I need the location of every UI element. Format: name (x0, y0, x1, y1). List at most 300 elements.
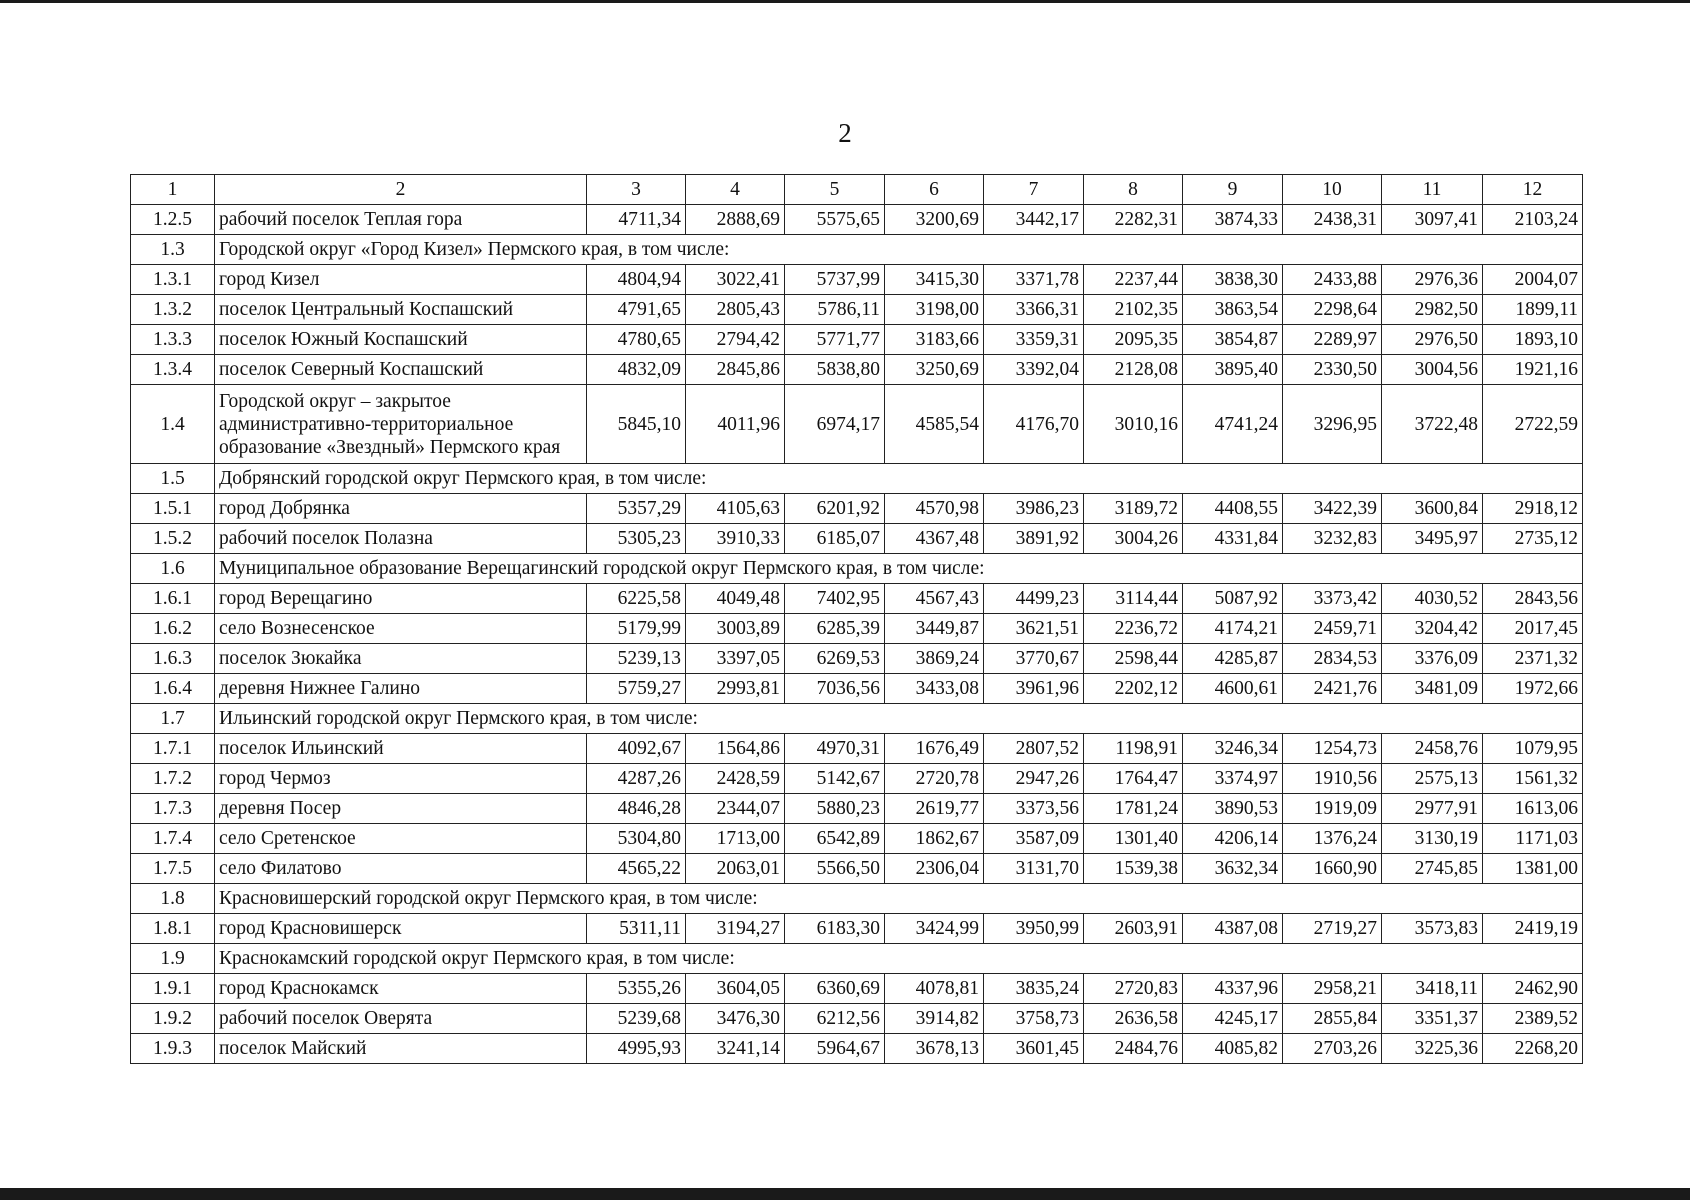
row-value: 1539,38 (1084, 854, 1183, 884)
section-row (131, 704, 1583, 734)
column-header: 4 (686, 175, 785, 205)
row-code: 1.9.2 (131, 1004, 215, 1034)
row-value: 1564,86 (686, 734, 785, 764)
row-value: 2330,50 (1283, 355, 1382, 385)
row-value: 2982,50 (1382, 295, 1483, 325)
row-value: 5142,67 (785, 764, 885, 794)
row-value: 2794,42 (686, 325, 785, 355)
row-value: 3587,09 (984, 824, 1084, 854)
row-value: 3424,99 (885, 914, 984, 944)
column-header: 6 (885, 175, 984, 205)
row-value: 3722,48 (1382, 385, 1483, 464)
row-value: 2703,26 (1283, 1034, 1382, 1064)
row-name: поселок Зюкайка (215, 644, 587, 674)
row-value: 5087,92 (1183, 584, 1283, 614)
row-value: 4331,84 (1183, 524, 1283, 554)
row-value: 2947,26 (984, 764, 1084, 794)
row-code: 1.6.1 (131, 584, 215, 614)
row-value: 3678,13 (885, 1034, 984, 1064)
row-value: 2128,08 (1084, 355, 1183, 385)
section-row (131, 884, 1583, 914)
row-name: деревня Посер (215, 794, 587, 824)
row-value: 4174,21 (1183, 614, 1283, 644)
row-value: 4970,31 (785, 734, 885, 764)
row-value: 4049,48 (686, 584, 785, 614)
row-name: город Краснокамск (215, 974, 587, 1004)
row-value: 3130,19 (1382, 824, 1483, 854)
row-value: 2888,69 (686, 205, 785, 235)
row-value: 2458,76 (1382, 734, 1483, 764)
row-code: 1.9.3 (131, 1034, 215, 1064)
row-name: село Вознесенское (215, 614, 587, 644)
row-value: 1198,91 (1084, 734, 1183, 764)
row-value: 4499,23 (984, 584, 1084, 614)
row-value: 2017,45 (1483, 614, 1583, 644)
row-value: 3225,36 (1382, 1034, 1483, 1064)
row-value: 3373,56 (984, 794, 1084, 824)
row-value: 3373,42 (1283, 584, 1382, 614)
table-body (131, 175, 1583, 1064)
row-value: 4741,24 (1183, 385, 1283, 464)
row-value: 4245,17 (1183, 1004, 1283, 1034)
row-value: 3891,92 (984, 524, 1084, 554)
row-value: 1862,67 (885, 824, 984, 854)
row-name: село Филатово (215, 854, 587, 884)
row-value: 2459,71 (1283, 614, 1382, 644)
row-value: 3003,89 (686, 614, 785, 644)
row-name: город Верещагино (215, 584, 587, 614)
row-value: 1254,73 (1283, 734, 1382, 764)
row-value: 6542,89 (785, 824, 885, 854)
row-value: 3131,70 (984, 854, 1084, 884)
row-value: 4570,98 (885, 494, 984, 524)
row-value: 2976,50 (1382, 325, 1483, 355)
scan-edge-top (0, 0, 1690, 3)
section-title: Муниципальное образование Верещагинский городской округ Пермского края, в том числе: (215, 554, 1583, 584)
row-value: 2735,12 (1483, 524, 1583, 554)
row-value: 4585,54 (885, 385, 984, 464)
row-value: 3874,33 (1183, 205, 1283, 235)
row-code: 1.5.2 (131, 524, 215, 554)
row-code: 1.8.1 (131, 914, 215, 944)
row-value: 6183,30 (785, 914, 885, 944)
row-value: 4176,70 (984, 385, 1084, 464)
row-value: 3010,16 (1084, 385, 1183, 464)
row-code: 1.3 (131, 235, 215, 265)
row-value: 3433,08 (885, 674, 984, 704)
row-value: 2428,59 (686, 764, 785, 794)
table-row (131, 494, 1583, 524)
row-value: 2484,76 (1084, 1034, 1183, 1064)
row-value: 2344,07 (686, 794, 785, 824)
row-value: 1301,40 (1084, 824, 1183, 854)
row-value: 5786,11 (785, 295, 885, 325)
row-name: рабочий поселок Оверята (215, 1004, 587, 1034)
row-value: 3359,31 (984, 325, 1084, 355)
column-header: 5 (785, 175, 885, 205)
row-value: 4995,93 (587, 1034, 686, 1064)
row-value: 4011,96 (686, 385, 785, 464)
row-value: 6201,92 (785, 494, 885, 524)
row-value: 7402,95 (785, 584, 885, 614)
row-value: 3371,78 (984, 265, 1084, 295)
row-value: 3758,73 (984, 1004, 1084, 1034)
row-value: 4832,09 (587, 355, 686, 385)
scan-edge-bottom (0, 1188, 1690, 1200)
row-value: 2843,56 (1483, 584, 1583, 614)
row-value: 1171,03 (1483, 824, 1583, 854)
row-code: 1.7.4 (131, 824, 215, 854)
table-row (131, 295, 1583, 325)
row-code: 1.9.1 (131, 974, 215, 1004)
row-value: 3376,09 (1382, 644, 1483, 674)
row-value: 1919,09 (1283, 794, 1382, 824)
section-title: Краснокамский городской округ Пермского края, в том числе: (215, 944, 1583, 974)
row-value: 5771,77 (785, 325, 885, 355)
row-value: 1921,16 (1483, 355, 1583, 385)
row-value: 2845,86 (686, 355, 785, 385)
table-row (131, 1034, 1583, 1064)
row-value: 2004,07 (1483, 265, 1583, 295)
row-value: 3250,69 (885, 355, 984, 385)
row-value: 2298,64 (1283, 295, 1382, 325)
row-value: 3198,00 (885, 295, 984, 325)
row-value: 5179,99 (587, 614, 686, 644)
row-value: 5305,23 (587, 524, 686, 554)
row-value: 4367,48 (885, 524, 984, 554)
row-value: 2720,83 (1084, 974, 1183, 1004)
row-value: 3895,40 (1183, 355, 1283, 385)
row-value: 1764,47 (1084, 764, 1183, 794)
table-row (131, 385, 1583, 464)
row-value: 3914,82 (885, 1004, 984, 1034)
row-value: 3838,30 (1183, 265, 1283, 295)
row-name: поселок Южный Коспашский (215, 325, 587, 355)
row-code: 1.3.2 (131, 295, 215, 325)
row-value: 6360,69 (785, 974, 885, 1004)
row-value: 2993,81 (686, 674, 785, 704)
row-value: 6974,17 (785, 385, 885, 464)
row-value: 1972,66 (1483, 674, 1583, 704)
row-code: 1.6.4 (131, 674, 215, 704)
row-value: 2063,01 (686, 854, 785, 884)
section-row (131, 554, 1583, 584)
row-value: 1910,56 (1283, 764, 1382, 794)
section-row (131, 464, 1583, 494)
row-value: 1713,00 (686, 824, 785, 854)
row-value: 3604,05 (686, 974, 785, 1004)
row-value: 5304,80 (587, 824, 686, 854)
section-row (131, 944, 1583, 974)
row-value: 4408,55 (1183, 494, 1283, 524)
section-title: Ильинский городской округ Пермского края, в том числе: (215, 704, 1583, 734)
table-row (131, 644, 1583, 674)
row-value: 3869,24 (885, 644, 984, 674)
row-value: 3863,54 (1183, 295, 1283, 325)
row-value: 3392,04 (984, 355, 1084, 385)
row-value: 3601,45 (984, 1034, 1084, 1064)
row-value: 1613,06 (1483, 794, 1583, 824)
row-value: 2719,27 (1283, 914, 1382, 944)
row-code: 1.3.3 (131, 325, 215, 355)
row-name: поселок Ильинский (215, 734, 587, 764)
section-title: Городской округ «Город Кизел» Пермского края, в том числе: (215, 235, 1583, 265)
row-value: 3374,97 (1183, 764, 1283, 794)
row-value: 5357,29 (587, 494, 686, 524)
row-value: 3194,27 (686, 914, 785, 944)
row-value: 4105,63 (686, 494, 785, 524)
row-value: 3986,23 (984, 494, 1084, 524)
row-value: 3296,95 (1283, 385, 1382, 464)
table-row (131, 584, 1583, 614)
row-value: 1781,24 (1084, 794, 1183, 824)
row-value: 4780,65 (587, 325, 686, 355)
row-value: 5311,11 (587, 914, 686, 944)
row-value: 5239,68 (587, 1004, 686, 1034)
row-value: 2722,59 (1483, 385, 1583, 464)
row-value: 3890,53 (1183, 794, 1283, 824)
section-row (131, 235, 1583, 265)
row-value: 2958,21 (1283, 974, 1382, 1004)
row-value: 3495,97 (1382, 524, 1483, 554)
row-name: поселок Майский (215, 1034, 587, 1064)
row-value: 3004,56 (1382, 355, 1483, 385)
table-row (131, 824, 1583, 854)
row-value: 4567,43 (885, 584, 984, 614)
row-value: 2619,77 (885, 794, 984, 824)
row-code: 1.7.5 (131, 854, 215, 884)
row-value: 1079,95 (1483, 734, 1583, 764)
row-code: 1.7 (131, 704, 215, 734)
column-header: 11 (1382, 175, 1483, 205)
row-name: рабочий поселок Теплая гора (215, 205, 587, 235)
row-value: 2236,72 (1084, 614, 1183, 644)
row-value: 3449,87 (885, 614, 984, 644)
row-value: 3950,99 (984, 914, 1084, 944)
row-value: 2438,31 (1283, 205, 1382, 235)
column-header: 2 (215, 175, 587, 205)
row-value: 1381,00 (1483, 854, 1583, 884)
row-value: 3854,87 (1183, 325, 1283, 355)
row-value: 5355,26 (587, 974, 686, 1004)
row-value: 1660,90 (1283, 854, 1382, 884)
row-name: село Сретенское (215, 824, 587, 854)
row-value: 2095,35 (1084, 325, 1183, 355)
row-value: 4085,82 (1183, 1034, 1283, 1064)
row-name: поселок Центральный Коспашский (215, 295, 587, 325)
row-value: 1376,24 (1283, 824, 1382, 854)
row-value: 4030,52 (1382, 584, 1483, 614)
row-value: 2918,12 (1483, 494, 1583, 524)
table-row (131, 205, 1583, 235)
row-value: 4804,94 (587, 265, 686, 295)
section-title: Добрянский городской округ Пермского края, в том числе: (215, 464, 1583, 494)
row-value: 2433,88 (1283, 265, 1382, 295)
row-value: 3022,41 (686, 265, 785, 295)
row-code: 1.9 (131, 944, 215, 974)
table-row (131, 524, 1583, 554)
row-value: 1899,11 (1483, 295, 1583, 325)
row-value: 2575,13 (1382, 764, 1483, 794)
row-value: 4565,22 (587, 854, 686, 884)
page-number: 2 (838, 118, 852, 148)
table-row (131, 794, 1583, 824)
row-value: 5737,99 (785, 265, 885, 295)
row-value: 3910,33 (686, 524, 785, 554)
row-value: 2598,44 (1084, 644, 1183, 674)
column-header: 7 (984, 175, 1084, 205)
row-value: 6185,07 (785, 524, 885, 554)
row-code: 1.5 (131, 464, 215, 494)
row-value: 2282,31 (1084, 205, 1183, 235)
row-value: 3241,14 (686, 1034, 785, 1064)
row-value: 4337,96 (1183, 974, 1283, 1004)
row-name: поселок Северный Коспашский (215, 355, 587, 385)
row-name: город Чермоз (215, 764, 587, 794)
row-name: город Красновишерск (215, 914, 587, 944)
row-code: 1.4 (131, 385, 215, 464)
row-value: 2720,78 (885, 764, 984, 794)
row-value: 2855,84 (1283, 1004, 1382, 1034)
column-header: 8 (1084, 175, 1183, 205)
row-value: 2419,19 (1483, 914, 1583, 944)
row-value: 4387,08 (1183, 914, 1283, 944)
row-value: 3232,83 (1283, 524, 1382, 554)
row-value: 2389,52 (1483, 1004, 1583, 1034)
row-value: 3397,05 (686, 644, 785, 674)
row-value: 3114,44 (1084, 584, 1183, 614)
row-code: 1.5.1 (131, 494, 215, 524)
row-value: 3600,84 (1382, 494, 1483, 524)
row-value: 3621,51 (984, 614, 1084, 644)
row-value: 4285,87 (1183, 644, 1283, 674)
row-value: 2371,32 (1483, 644, 1583, 674)
column-header: 3 (587, 175, 686, 205)
row-value: 4600,61 (1183, 674, 1283, 704)
row-value: 3422,39 (1283, 494, 1382, 524)
row-value: 3476,30 (686, 1004, 785, 1034)
row-value: 4287,26 (587, 764, 686, 794)
row-value: 2102,35 (1084, 295, 1183, 325)
row-value: 2976,36 (1382, 265, 1483, 295)
row-name: город Добрянка (215, 494, 587, 524)
row-name: город Кизел (215, 265, 587, 295)
row-value: 2603,91 (1084, 914, 1183, 944)
table-row (131, 914, 1583, 944)
row-value: 2977,91 (1382, 794, 1483, 824)
row-value: 5880,23 (785, 794, 885, 824)
row-value: 4846,28 (587, 794, 686, 824)
table-row (131, 974, 1583, 1004)
table-row (131, 764, 1583, 794)
row-value: 1676,49 (885, 734, 984, 764)
row-code: 1.2.5 (131, 205, 215, 235)
row-code: 1.3.1 (131, 265, 215, 295)
row-value: 4206,14 (1183, 824, 1283, 854)
table-row (131, 265, 1583, 295)
row-value: 2306,04 (885, 854, 984, 884)
row-value: 3097,41 (1382, 205, 1483, 235)
row-value: 5759,27 (587, 674, 686, 704)
row-value: 2805,43 (686, 295, 785, 325)
table-row (131, 355, 1583, 385)
row-value: 5566,50 (785, 854, 885, 884)
row-code: 1.3.4 (131, 355, 215, 385)
row-value: 3204,42 (1382, 614, 1483, 644)
row-value: 4078,81 (885, 974, 984, 1004)
row-value: 3415,30 (885, 265, 984, 295)
row-value: 1561,32 (1483, 764, 1583, 794)
row-value: 2462,90 (1483, 974, 1583, 1004)
row-value: 4791,65 (587, 295, 686, 325)
row-value: 3183,66 (885, 325, 984, 355)
row-value: 3573,83 (1382, 914, 1483, 944)
row-value: 2202,12 (1084, 674, 1183, 704)
row-value: 2745,85 (1382, 854, 1483, 884)
row-value: 2237,44 (1084, 265, 1183, 295)
row-code: 1.6 (131, 554, 215, 584)
row-name: Городской округ – закрытое административно-территориальное образование «Звездный» Пермского края (215, 385, 587, 464)
row-code: 1.7.2 (131, 764, 215, 794)
row-value: 3004,26 (1084, 524, 1183, 554)
row-value: 3770,67 (984, 644, 1084, 674)
tariff-table (130, 174, 1583, 1064)
row-value: 3961,96 (984, 674, 1084, 704)
row-value: 5964,67 (785, 1034, 885, 1064)
row-code: 1.7.3 (131, 794, 215, 824)
row-value: 5239,13 (587, 644, 686, 674)
column-header: 12 (1483, 175, 1583, 205)
column-header: 10 (1283, 175, 1382, 205)
row-value: 2289,97 (1283, 325, 1382, 355)
row-value: 5575,65 (785, 205, 885, 235)
row-value: 5838,80 (785, 355, 885, 385)
row-value: 7036,56 (785, 674, 885, 704)
row-value: 6225,58 (587, 584, 686, 614)
row-code: 1.6.2 (131, 614, 215, 644)
header-row (131, 175, 1583, 205)
row-value: 2268,20 (1483, 1034, 1583, 1064)
row-value: 2636,58 (1084, 1004, 1183, 1034)
column-header: 9 (1183, 175, 1283, 205)
row-value: 6269,53 (785, 644, 885, 674)
row-value: 3632,34 (1183, 854, 1283, 884)
row-value: 2834,53 (1283, 644, 1382, 674)
row-name: деревня Нижнее Галино (215, 674, 587, 704)
row-value: 2103,24 (1483, 205, 1583, 235)
row-code: 1.7.1 (131, 734, 215, 764)
row-value: 3366,31 (984, 295, 1084, 325)
table-row (131, 1004, 1583, 1034)
row-name: рабочий поселок Полазна (215, 524, 587, 554)
row-value: 3481,09 (1382, 674, 1483, 704)
table-row (131, 734, 1583, 764)
row-value: 3418,11 (1382, 974, 1483, 1004)
row-value: 3351,37 (1382, 1004, 1483, 1034)
section-title: Красновишерский городской округ Пермского края, в том числе: (215, 884, 1583, 914)
row-value: 1893,10 (1483, 325, 1583, 355)
row-value: 4092,67 (587, 734, 686, 764)
table-row (131, 614, 1583, 644)
table-row (131, 674, 1583, 704)
row-value: 3189,72 (1084, 494, 1183, 524)
row-value: 3442,17 (984, 205, 1084, 235)
row-code: 1.8 (131, 884, 215, 914)
row-value: 2807,52 (984, 734, 1084, 764)
table-row (131, 854, 1583, 884)
table-row (131, 325, 1583, 355)
row-value: 4711,34 (587, 205, 686, 235)
